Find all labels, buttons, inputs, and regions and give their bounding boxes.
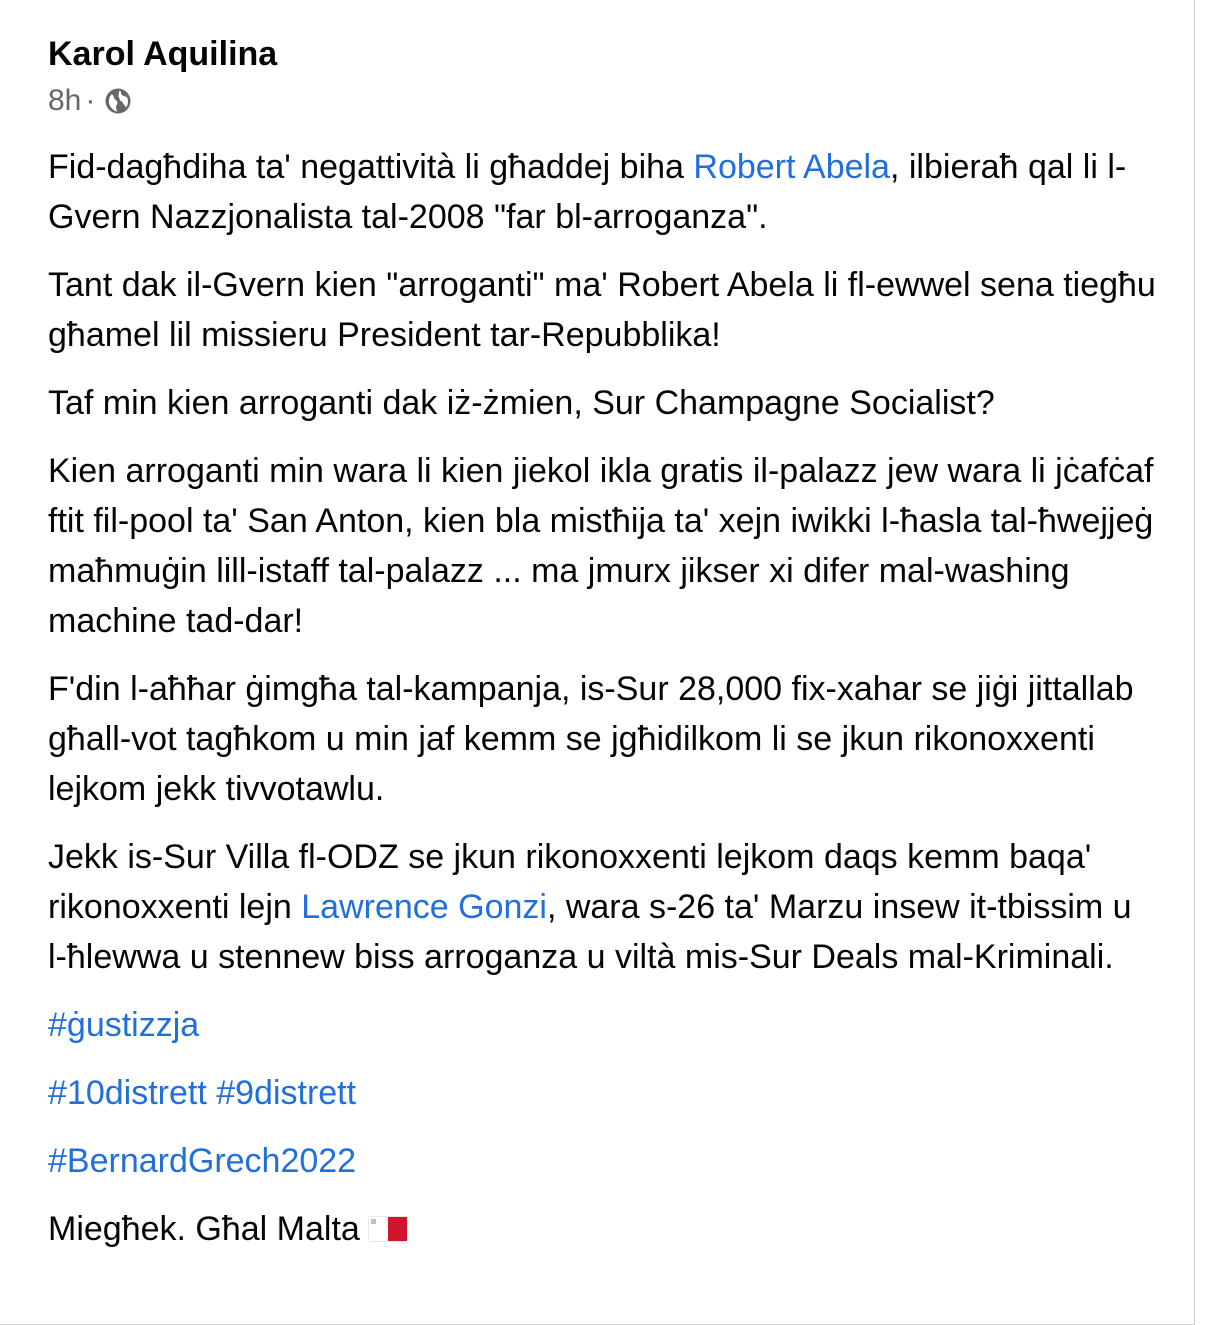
hashtag-link[interactable]: #BernardGrech2022 (48, 1142, 357, 1180)
hashtag-line (48, 1068, 1158, 1118)
author-name[interactable]: Karol Aquilina (48, 35, 278, 73)
mention-link-robert-abela[interactable]: Robert Abela (693, 148, 890, 186)
meta-separator: · (85, 84, 96, 117)
post-paragraph: Jekk is-Sur Villa fl-ODZ se jkun rikonoxxenti lejkom daqs kemm baqa' rikonoxxenti lejn Lawrence Gonzi, wara s-26 ta' Marzu insew it-tbissim u l-ħlewwa u stennew biss arroganza u viltà mis-Sur Deals mal-Kriminali. (48, 838, 1132, 976)
globe-icon[interactable] (103, 86, 133, 116)
post-paragraph: Tant dak il-Gvern kien "arroganti" ma' Robert Abela li fl-ewwel sena tiegħu għamel lil missieru President tar-Repubblika! (48, 266, 1156, 354)
post-body (48, 142, 1158, 1272)
post-header (48, 34, 277, 118)
closing-text: Miegħek. Għal Malta (48, 1210, 360, 1248)
hashtag-link[interactable]: #ġustizzja (48, 1006, 200, 1044)
closing-line (48, 1204, 1158, 1254)
post-meta (48, 84, 277, 118)
post-paragraph: F'din l-aħħar ġimgħa tal-kampanja, is-Sur 28,000 fix-xahar se jiġi jittallab għall-vot tagħkom u min jaf kemm se jgħidilkom li se jkun rikonoxxenti lejkom jekk tivvotawlu. (48, 670, 1134, 808)
malta-flag-icon (368, 1214, 408, 1244)
post-paragraph: Taf min kien arroganti dak iż-żmien, Sur Champagne Socialist? (48, 384, 995, 422)
post-paragraph: Kien arroganti min wara li kien jiekol ikla gratis il-palazz jew wara li jċafċaf ftit fil-pool ta' San Anton, kien bla mistħija ta' xejn iwikki l-ħasla tal-ħwejjeġ maħmuġin lill-istaff tal-palazz ... ma jmurx jikser xi difer mal-washing machine tad-dar! (48, 452, 1154, 640)
hashtag-line (48, 1136, 1158, 1186)
post-paragraph: Fid-dagħdiha ta' negattività li għaddej biha Robert Abela, ilbieraħ qal li l-Gvern Nazzjonalista tal-2008 "far bl-arroganza". (48, 148, 1127, 236)
hashtag-line (48, 1000, 1158, 1050)
mention-link-lawrence-gonzi[interactable]: Lawrence Gonzi (301, 888, 547, 926)
hashtag-link[interactable]: #10distrett (48, 1074, 207, 1112)
post-timestamp[interactable]: 8h (48, 84, 82, 117)
hashtag-link[interactable]: #9distrett (216, 1074, 357, 1112)
